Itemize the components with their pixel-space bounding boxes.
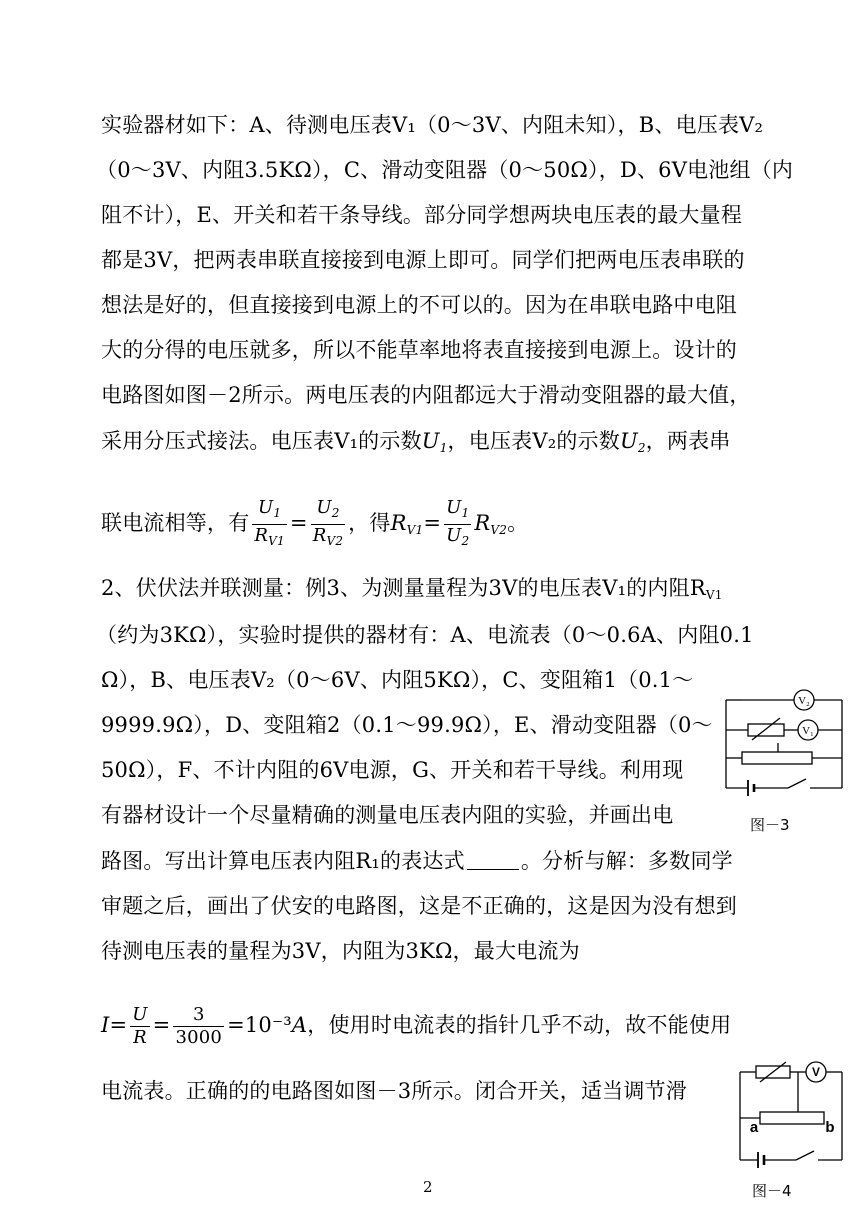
fraction-u-r: $\frac{U}{R}$ <box>132 1004 148 1048</box>
voltmeter-v2-label: V₂ <box>798 695 810 707</box>
circuit-figure-3 <box>718 688 848 808</box>
text-line: 50Ω），F、不计内阻的6V电源，G、开关和若干导线。利用现 <box>101 758 684 782</box>
text-line: Ω），B、电压表V₂（0～6V、内阻5KΩ），C、变阻箱1（0.1～ <box>101 668 694 692</box>
math-rv2: $R_{V2}$ <box>474 511 508 537</box>
text-line: 待测电压表的量程为3V，内阻为3KΩ，最大电流为 <box>101 939 580 963</box>
rheostat-end-a-label: a <box>749 1119 759 1136</box>
text-line: 2、伏伏法并联测量：例3、为测量量程为3V的电压表V₁的内阻$R_{V1}$ <box>101 576 723 602</box>
text-line-formula: I= $\frac{U}{R}$ = $\frac{3}{3000}$ =10⁻³A，使用时电流表的指针几乎不动，故不能使用 <box>101 1004 732 1048</box>
circuit-figure-4 <box>732 1060 848 1172</box>
rheostat-end-b-label: b <box>825 1119 835 1136</box>
text-line: 采用分压式接法。电压表V₁的示数$U_1$，电压表V₂的示数$U_2$，两表串 <box>101 429 731 455</box>
text-line: 电路图如图－2所示。两电压表的内阻都远大于滑动变阻器的最大值， <box>101 383 751 407</box>
page-number: 2 <box>423 1178 433 1196</box>
text-line: （0～3V、内阻3.5KΩ），C、滑动变阻器（0～50Ω），D、6V电池组（内 <box>96 158 794 182</box>
text-line: 审题之后，画出了伏安的电路图，这是不正确的，这是因为没有想到 <box>101 894 737 918</box>
figure-4-caption: 图－4 <box>752 1182 792 1200</box>
fraction-u1-u2: $\frac{U_1}{U_2}$ <box>446 497 470 548</box>
text-line: 电流表。正确的的电路图如图－3所示。闭合开关，适当调节滑 <box>101 1079 687 1103</box>
text-line: 实验器材如下：A、待测电压表V₁（0～3V、内阻未知），B、电压表V₂ <box>101 113 764 137</box>
text-line: 9999.9Ω），D、变阻箱2（0.1～99.9Ω），E、滑动变阻器（0～ <box>101 713 713 737</box>
figure-3-caption: 图－3 <box>750 816 790 834</box>
text-line: 想法是好的，但直接接到电源上的不可以的。因为在串联电路中电阻 <box>101 293 737 317</box>
fraction-u1-rv1: $\frac{U_1}{R_{V1}}$ <box>254 497 285 548</box>
text-line: 有器材设计一个尽量精确的测量电压表内阻的实验，并画出电 <box>101 803 674 827</box>
text-line: 路图。写出计算电压表内阻R₁的表达式 。分析与解：多数同学 <box>101 849 733 873</box>
fraction-3-3000: $\frac{3}{3000}$ <box>175 1004 223 1048</box>
text-line: （约为3KΩ），实验时提供的器材有：A、电流表（0～0.6A、内阻0.1 <box>96 623 754 647</box>
voltmeter-v-label: V <box>811 1065 821 1079</box>
text-line: 大的分得的电压就多，所以不能草率地将表直接接到电源上。设计的 <box>101 338 737 362</box>
voltmeter-v1-label: V₁ <box>802 725 814 737</box>
math-u2: $U_2$ <box>619 429 646 455</box>
text-line-formula: 联电流相等，有 $\frac{U_1}{R_{V1}}$ = $\frac{U_2}{R_{V2}}$ ，得$R_{V1}=$ $\frac{U_1}{U_2}$ $R_{V2}$。 <box>101 497 528 552</box>
text-line: 阻不计），E、开关和若干条导线。部分同学想两块电压表的最大量程 <box>101 203 743 227</box>
math-u1: $U_1$ <box>421 429 448 455</box>
math-rv1: $R_{V1}$ <box>390 511 424 537</box>
fraction-u2-rv2: $\frac{U_2}{R_{V2}}$ <box>312 497 344 548</box>
text-line: 都是3V，把两表串联直接接到电源上即可。同学们把两电压表串联的 <box>101 248 745 272</box>
answer-blank <box>467 851 519 870</box>
